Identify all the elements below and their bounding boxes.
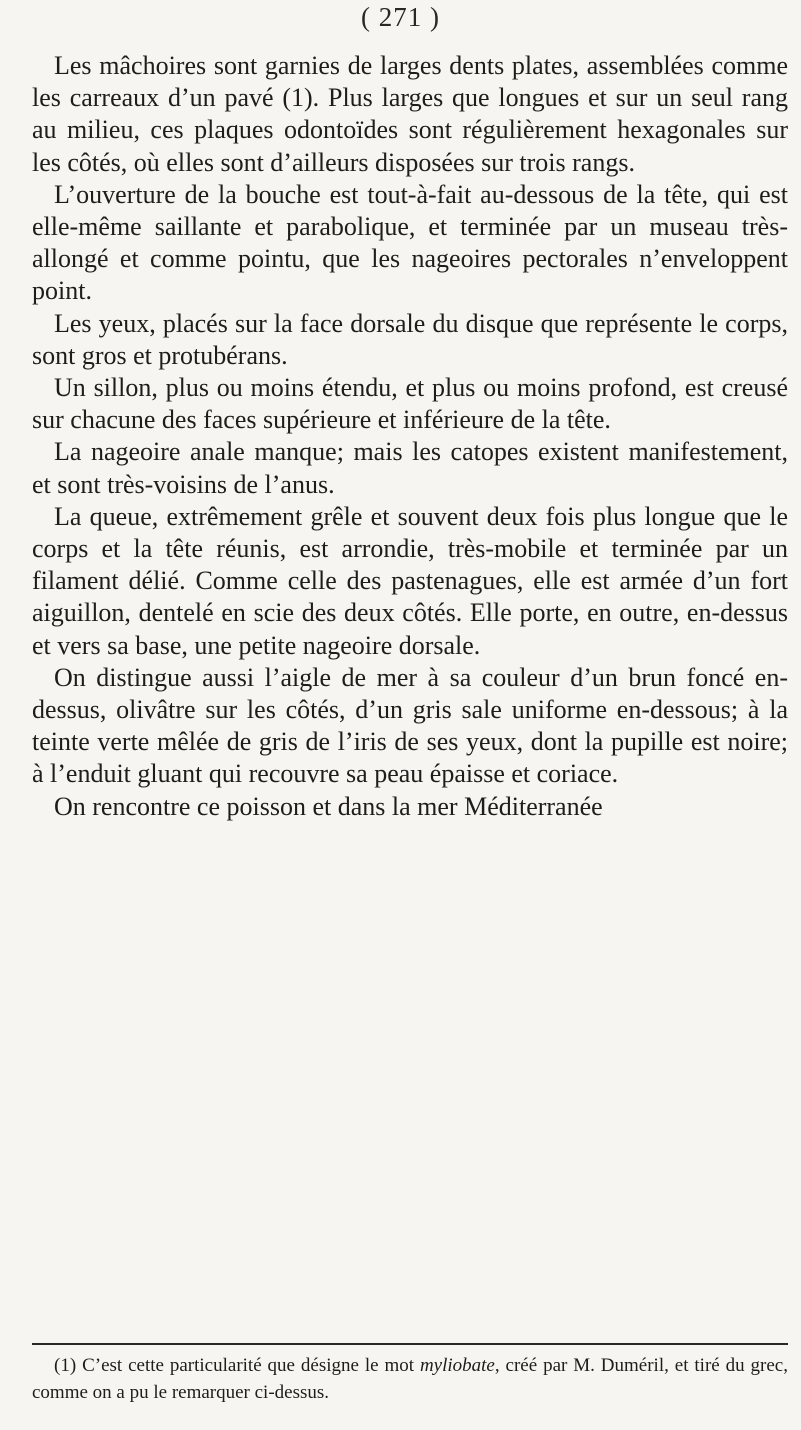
paragraph-habitat: On rencontre ce poisson et dans la mer Méditerranée: [54, 791, 603, 821]
body-text: [32, 50, 788, 823]
footnote-text-before: C’est cette particularité que désigne le mot: [76, 1355, 420, 1376]
paragraph-tail: La queue, extrêmement grêle et souvent deux fois plus longue que le corps et la tête réunis, est arrondie, très-mobile et terminée par un filament délié. Comme celle des pastenagues, elle est armée d’un fort aiguillon, dentelé en scie des deux côtés. Elle porte, en outre, en-dessus et vers sa base, une petite nageoire dorsale.: [32, 501, 788, 660]
footnote-divider: [32, 1343, 788, 1345]
footnote-term: myliobate: [419, 1355, 495, 1376]
footnote-text-after: , créé par M. Duméril, et tiré du grec, comme on a pu le remarquer ci-dessus.: [32, 1355, 788, 1403]
paragraph-mouth: L’ouverture de la bouche est tout-à-fait au-dessous de la tête, qui est elle-même saillante et parabolique, et terminée par un museau très-allongé et comme pointu, que les nageoires pectorales n’enveloppent point.: [32, 179, 788, 306]
footnote: [32, 1352, 788, 1406]
footnote-marker: (1): [54, 1355, 77, 1376]
paragraph-eyes: Les yeux, placés sur la face dorsale du disque que représente le corps, sont gros et protubérans.: [32, 308, 788, 370]
paragraph-coloration: On distingue aussi l’aigle de mer à sa couleur d’un brun foncé en-dessus, olivâtre sur les côtés, d’un gris sale uniforme en-dessous; à la teinte verte mêlée de gris de l’iris de ses yeux, dont la pupille est noire; à l’enduit gluant qui recouvre sa peau épaisse et coriace.: [32, 662, 788, 789]
paragraph-fins: La nageoire anale manque; mais les catopes existent manifestement, et sont très-voisins de l’anus.: [32, 437, 788, 499]
page-number: ( 271 ): [361, 2, 440, 32]
paragraph-groove: Un sillon, plus ou moins étendu, et plus ou moins profond, est creusé sur chacune des faces supérieure et inférieure de la tête.: [32, 373, 788, 435]
paragraph-jaws: Les mâchoires sont garnies de larges dents plates, assemblées comme les carreaux d’un pavé (1). Plus larges que longues et sur un seul rang au milieu, ces plaques odontoïdes sont régulièrement hexagonales sur les côtés, où elles sont d’ailleurs disposées sur trois rangs.: [32, 51, 788, 177]
